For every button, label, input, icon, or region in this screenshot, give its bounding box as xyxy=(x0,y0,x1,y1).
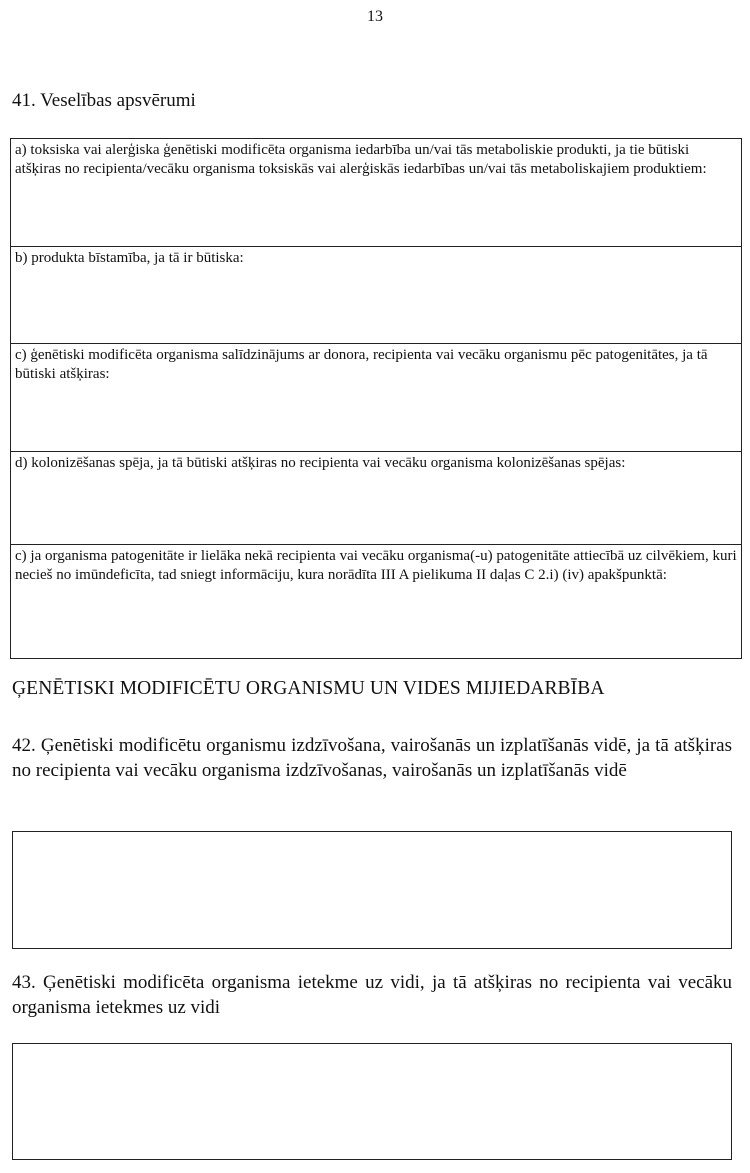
table-row-c[interactable] xyxy=(11,344,741,452)
table-row-a[interactable] xyxy=(11,139,741,247)
row-label: b) produkta bīstamība, ja tā ir būtiska: xyxy=(15,250,244,266)
page-number: 13 xyxy=(367,8,383,25)
health-considerations-table xyxy=(10,138,742,659)
row-label: c) ģenētiski modificēta organisma salīdzinājums ar donora, recipienta vai vecāku organismu pēc patogenitātes, ja tā būtiski atšķiras: xyxy=(15,347,708,382)
table-row-b[interactable] xyxy=(11,247,741,344)
section-42-text: 42. Ģenētiski modificētu organismu izdzīvošana, vairošanās un izplatīšanās vidē, ja tā atšķiras no recipienta vai vecāku organisma izdzīvošanas, vairošanās un izplatīšanās vidē xyxy=(12,735,732,781)
chapter-title: ĢENĒTISKI MODIFICĒTU ORGANISMU UN VIDES MIJIEDARBĪBA xyxy=(12,678,605,699)
section-43-text: 43. Ģenētiski modificēta organisma ietekme uz vidi, ja tā atšķiras no recipienta vai vecāku organisma ietekmes uz vidi xyxy=(12,972,732,1018)
section-43-answer-box[interactable] xyxy=(12,1043,732,1160)
row-label: a) toksiska vai alerģiska ģenētiski modificēta organisma iedarbība un/vai tās metaboliskie produkti, ja tie būtiski atšķiras no recipienta/vecāku organisma toksiskās vai alerģiskās iedarbības un/vai tās metaboliskajiem produktiem: xyxy=(15,142,707,177)
row-label: c) ja organisma patogenitāte ir lielāka nekā recipienta vai vecāku organisma(-u) patogenitāte attiecībā uz cilvēkiem, kuri necieš no imūndeficīta, tad sniegt informāciju, kura norādīta III A pielikuma II daļas C 2.i) (iv) apakšpunktā: xyxy=(15,548,737,583)
row-label: d) kolonizēšanas spēja, ja tā būtiski atšķiras no recipienta vai vecāku organisma kolonizēšanas spējas: xyxy=(15,455,626,471)
table-row-c-second[interactable] xyxy=(11,545,741,658)
section-41-heading: 41. Veselības apsvērumi xyxy=(12,90,196,111)
table-row-d[interactable] xyxy=(11,452,741,545)
section-42-answer-box[interactable] xyxy=(12,831,732,949)
